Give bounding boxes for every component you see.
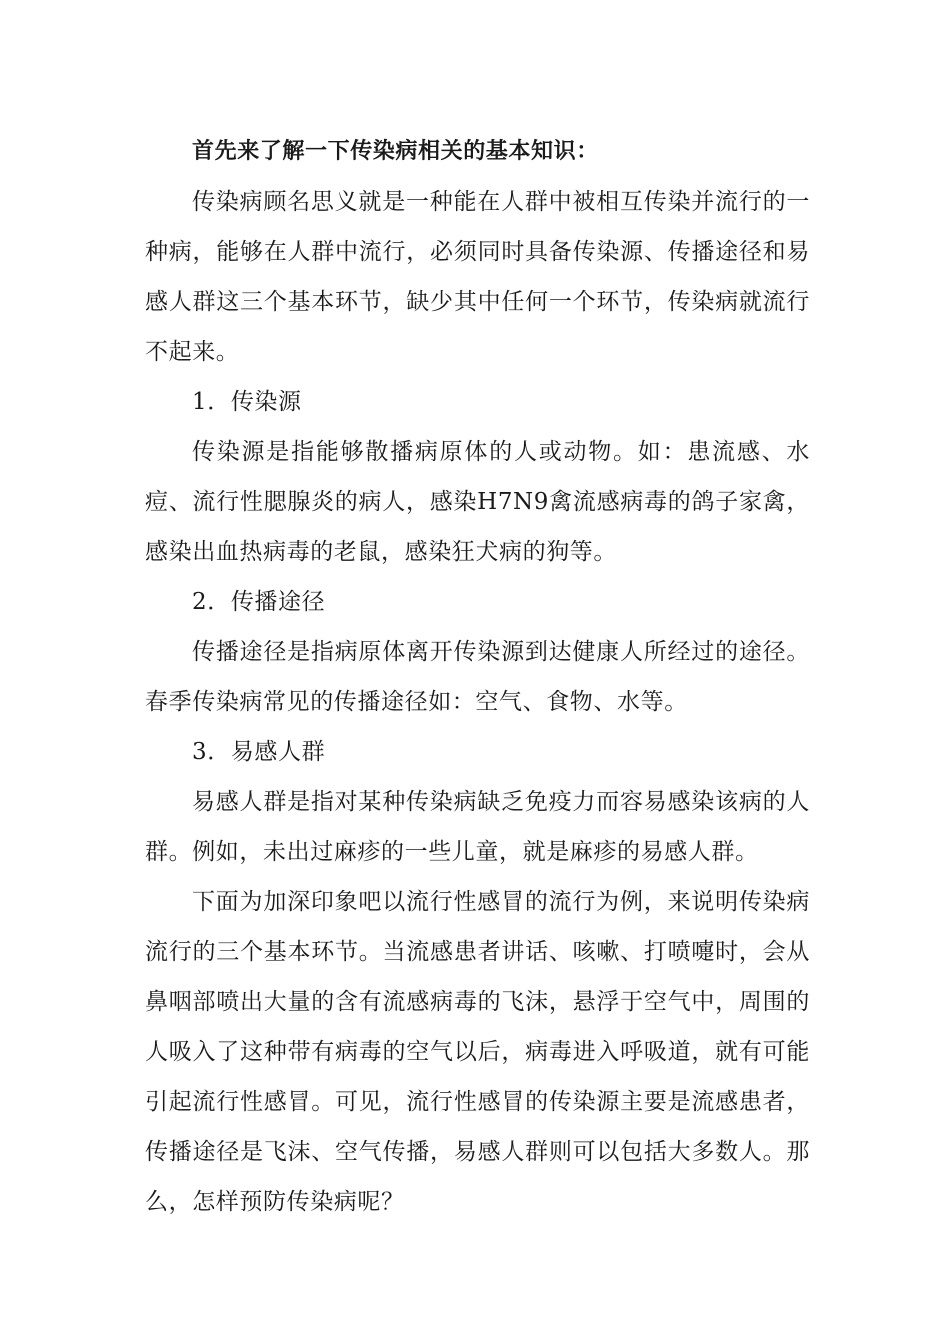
section-title-susceptible-population: 3．易感人群 bbox=[192, 739, 326, 765]
document-heading: 首先来了解一下传染病相关的基本知识： bbox=[192, 139, 599, 164]
document-page bbox=[145, 127, 810, 1227]
conclusion-paragraph: 下面为加深印象吧以流行性感冒的流行为例，来说明传染病流行的三个基本环节。当流感患者讲话、咳嗽、打喷嚏时，会从鼻咽部喷出大量的含有流感病毒的飞沫，悬浮于空气中，周围的人吸入了这种带有病毒的空气以后，病毒进入呼吸道，就有可能引起流行性感冒。可见，流行性感冒的传染源主要是流感患者，传播途径是飞沫、空气传播，易感人群则可以包括大多数人。那么，怎样预防传染病呢？ bbox=[145, 889, 810, 1215]
section-body-transmission-route: 传播途径是指病原体离开传染源到达健康人所经过的途径。春季传染病常见的传播途径如：空气、食物、水等。 bbox=[145, 639, 810, 715]
section-body-infection-source: 传染源是指能够散播病原体的人或动物。如：患流感、水痘、流行性腮腺炎的病人，感染H7N9禽流感病毒的鸽子家禽，感染出血热病毒的老鼠，感染狂犬病的狗等。 bbox=[145, 439, 810, 565]
section-body-susceptible-population: 易感人群是指对某种传染病缺乏免疫力而容易感染该病的人群。例如，未出过麻疹的一些儿童，就是麻疹的易感人群。 bbox=[145, 789, 810, 865]
section-title-transmission-route: 2．传播途径 bbox=[192, 589, 326, 615]
intro-paragraph: 传染病顾名思义就是一种能在人群中被相互传染并流行的一种病，能够在人群中流行，必须同时具备传染源、传播途径和易感人群这三个基本环节，缺少其中任何一个环节，传染病就流行不起来。 bbox=[145, 189, 810, 365]
section-title-infection-source: 1．传染源 bbox=[192, 389, 302, 415]
